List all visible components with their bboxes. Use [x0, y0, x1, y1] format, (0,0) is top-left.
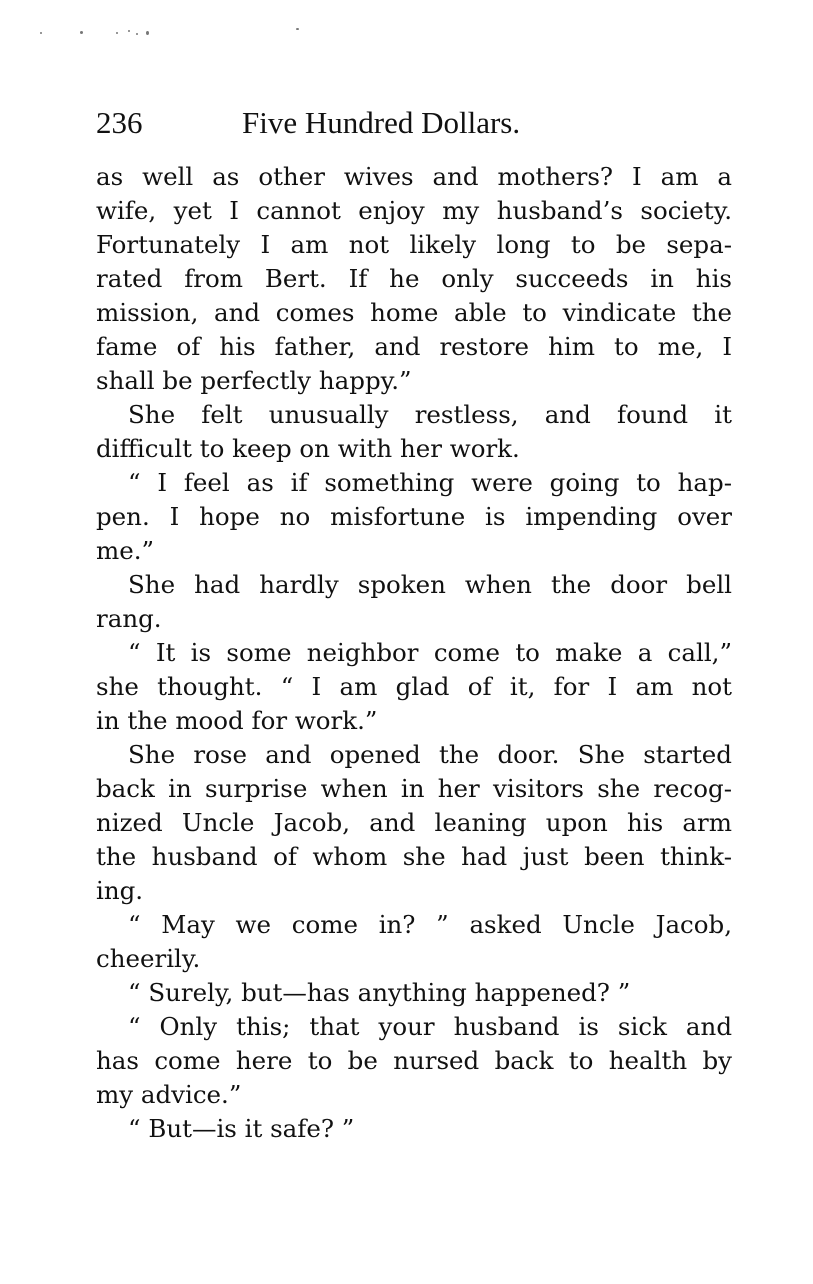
text-line: pen. I hope no misfortune is impending over — [96, 502, 732, 531]
text-line: mission, and comes home able to vindicate the — [96, 298, 732, 327]
text-line: me.” — [96, 536, 155, 565]
text-line: she thought. “ I am glad of it, for I am not — [96, 672, 732, 701]
text-line: nized Uncle Jacob, and leaning upon his arm — [96, 808, 732, 837]
body-text — [96, 160, 732, 1146]
text-line: fame of his father, and restore him to me, I — [96, 332, 732, 361]
running-head: Five Hundred Dollars. — [242, 105, 521, 140]
text-line: She had hardly spoken when the door bell — [128, 570, 732, 599]
text-line: ing. — [96, 876, 144, 905]
text-line: rang. — [96, 604, 162, 633]
text-line: She felt unusually restless, and found it — [128, 400, 732, 429]
text-line: She rose and opened the door. She started — [128, 740, 732, 769]
text-line: shall be perfectly happy.” — [96, 366, 412, 395]
text-line: “ Only this; that your husband is sick and — [128, 1012, 732, 1041]
text-line: rated from Bert. If he only succeeds in his — [96, 264, 732, 293]
page-number: 236 — [96, 105, 143, 140]
text-line: the husband of whom she had just been think- — [96, 842, 732, 871]
text-line: “ I feel as if something were going to hap- — [128, 468, 732, 497]
text-line: difficult to keep on with her work. — [96, 434, 520, 463]
text-line: cheerily. — [96, 944, 201, 973]
scan-specks — [40, 26, 320, 40]
text-line: in the mood for work.” — [96, 706, 378, 735]
text-line: has come here to be nursed back to health by — [96, 1046, 732, 1075]
text-line: Fortunately I am not likely long to be sepa- — [96, 230, 732, 259]
text-line: my advice.” — [96, 1080, 242, 1109]
text-line: “ Surely, but—has anything happened? ” — [128, 978, 631, 1007]
text-line: wife, yet I cannot enjoy my husband’s society. — [96, 196, 732, 225]
text-line: back in surprise when in her visitors she recog- — [96, 774, 732, 803]
page-header — [96, 100, 736, 146]
text-line: “ It is some neighbor come to make a call,” — [128, 638, 732, 667]
text-line: “ But—is it safe? ” — [128, 1114, 355, 1143]
text-line: “ May we come in? ” asked Uncle Jacob, — [128, 910, 732, 939]
text-line: as well as other wives and mothers? I am a — [96, 162, 732, 191]
